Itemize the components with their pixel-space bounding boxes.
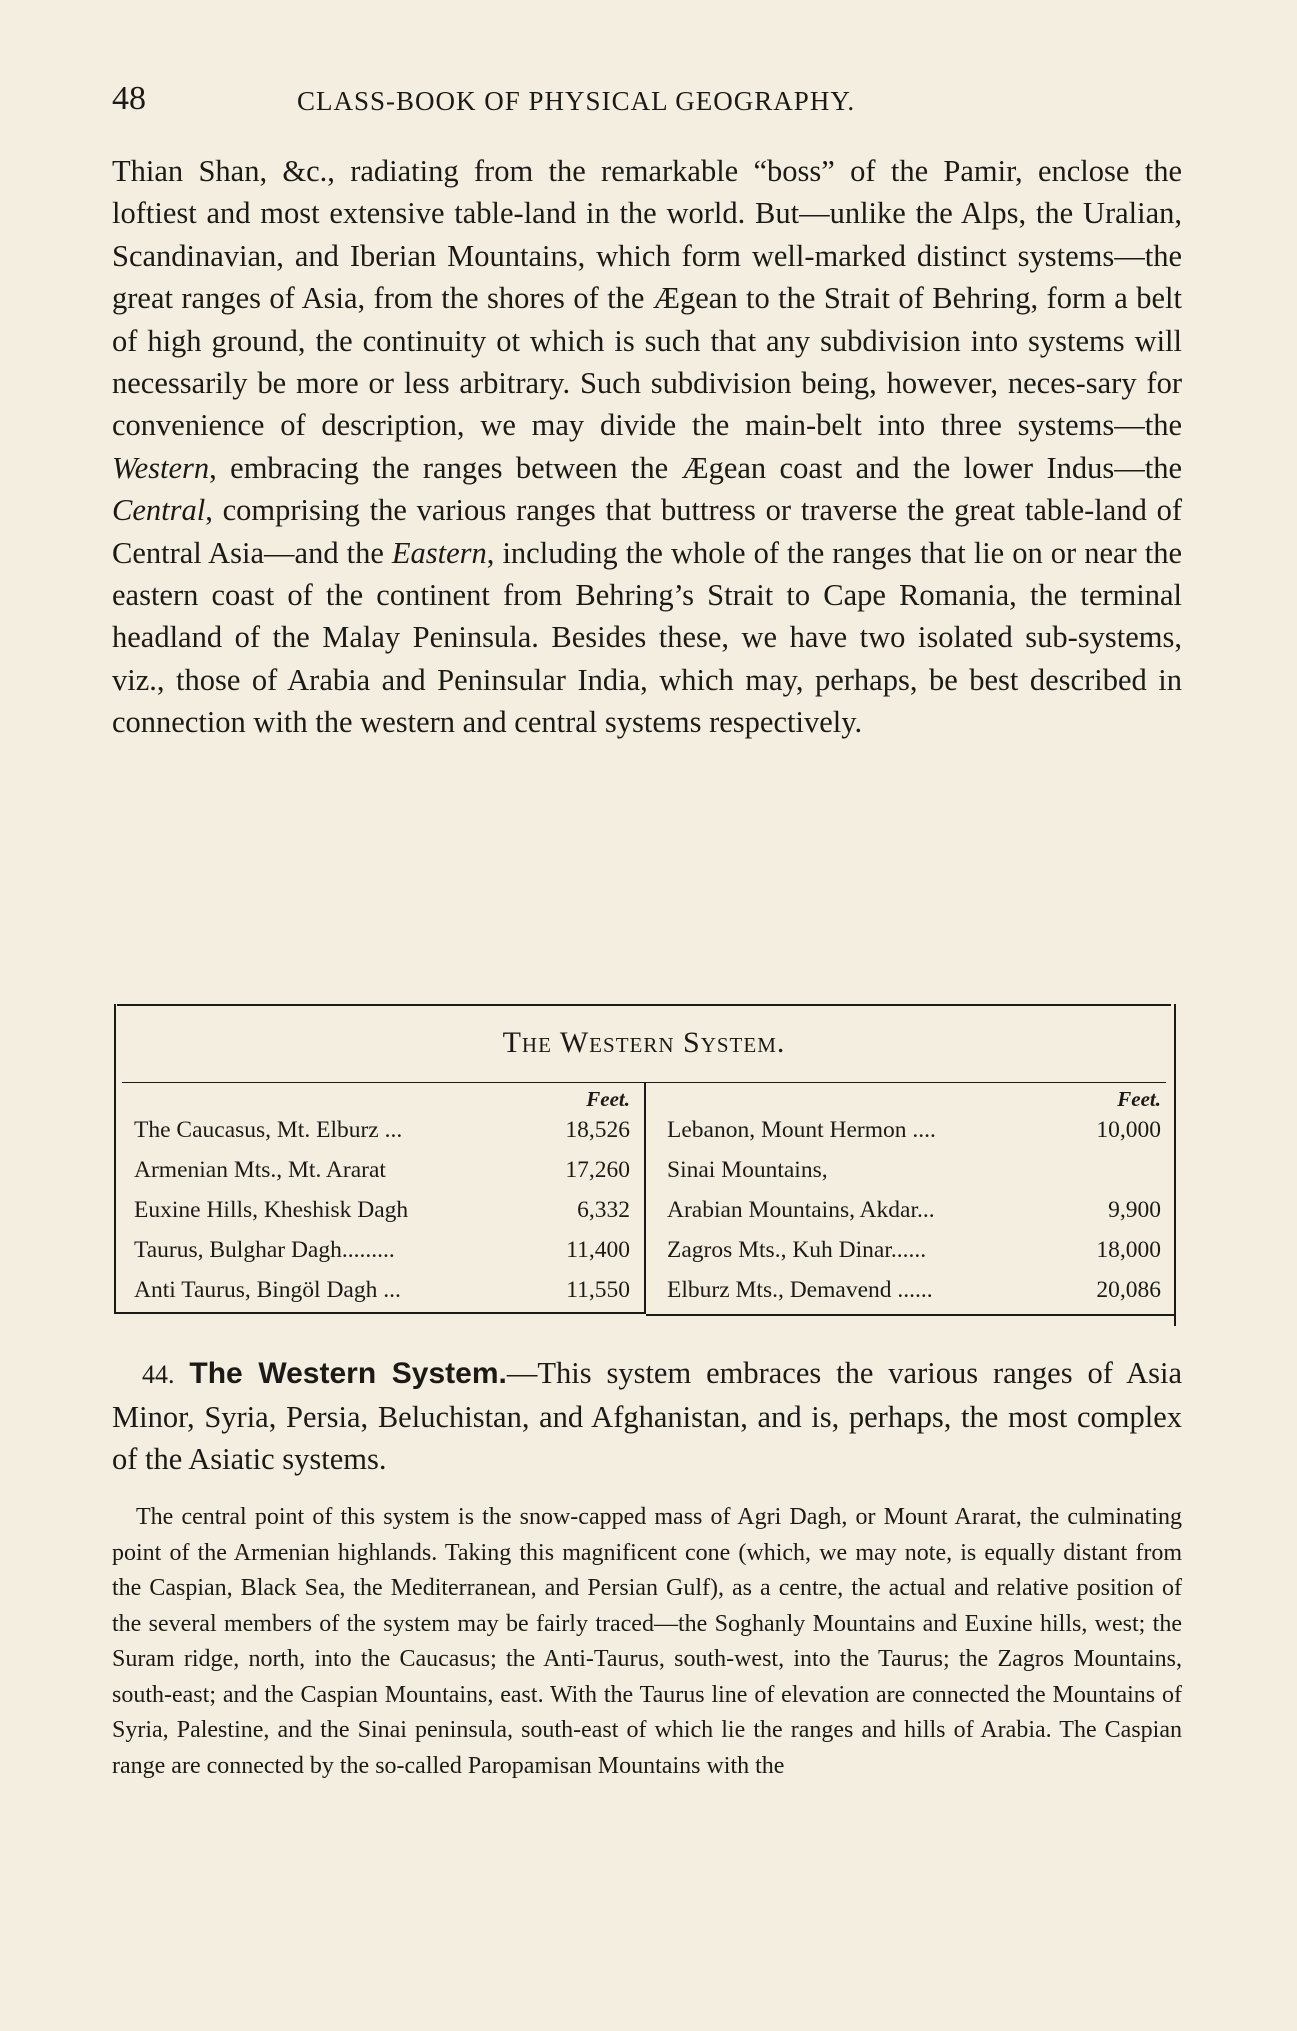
body-text-4: , including the whole of the ranges that lie on or near the eastern coast of the continent from Behring’s Strait to Cape Romania, the terminal headland of the Malay Peninsula. Besides these, we have two isolated sub-systems, viz., those of Arabia and Peninsular India, which may, perhaps, be best described in connection with the western and central systems respectively. — [112, 535, 1182, 740]
western-system-table — [112, 1004, 1176, 1326]
section-text: —This system embraces the various ranges of Asia Minor, Syria, Persia, Beluchistan, and Afghanistan, and is, perhaps, the most complex of the Asiatic systems. — [112, 1356, 1182, 1476]
table-row — [134, 1150, 630, 1190]
section-number: 44. — [142, 1360, 175, 1389]
height-value: 18,000 — [1096, 1237, 1161, 1263]
right-unit-header: Feet. — [1117, 1087, 1161, 1111]
table-row — [667, 1230, 1161, 1270]
body-text-3: , comprising the various ranges that buttress or traverse the great table-land of Central Asia—and the — [112, 493, 1182, 570]
table-title-text: The Western System. — [502, 1026, 786, 1059]
small-print-text: The central point of this system is the snow-capped mass of Agri Dagh, or Mount Ararat, the culminating point of the Armenian highlands. Taking this magnificent cone (which, we may note, is equally distant from the Caspian, Black Sea, the Mediterranean, and Persian Gulf), as a centre, the actual and relative position of the several members of the system may be fairly traced—the Soghanly Mountains and Euxine hills, west; the Suram ridge, north, into the Caucasus; the Anti-Taurus, south-west, into the Taurus; the Zagros Mountains, south-east; and the Caspian Mountains, east. With the Taurus line of elevation are connected the Mountains of Syria, Palestine, and the Sinai peninsula, south-east of which lie the ranges and hills of Arabia. The Caspian range are connected by the so-called Paropamisan Mountains with the — [112, 1504, 1182, 1779]
mountain-name: Anti Taurus, Bingöl Dagh ... — [134, 1277, 401, 1303]
mountain-name: The Caucasus, Mt. Elburz ... — [134, 1117, 403, 1143]
mountain-name: Elburz Mts., Demavend ...... — [667, 1277, 933, 1303]
height-value: 11,400 — [566, 1237, 630, 1263]
table-row — [134, 1190, 630, 1230]
table-right-column — [667, 1088, 1161, 1310]
body-emphasis-central: Central — [112, 493, 206, 528]
height-value: 17,260 — [565, 1157, 630, 1183]
table-row — [667, 1110, 1161, 1150]
body-emphasis-eastern: Eastern — [391, 535, 487, 570]
table-row — [667, 1270, 1161, 1310]
table-rule-bottom-left — [116, 1312, 646, 1314]
mountain-name: Taurus, Bulghar Dagh......... — [134, 1237, 395, 1263]
height-value: 18,526 — [565, 1117, 630, 1143]
page-header — [112, 80, 1182, 130]
height-value: 11,550 — [566, 1277, 630, 1303]
section-44 — [112, 1352, 1182, 1480]
page-number: 48 — [112, 80, 146, 117]
mountain-name: Zagros Mts., Kuh Dinar...... — [667, 1237, 927, 1263]
mountain-name: Lebanon, Mount Hermon .... — [667, 1117, 936, 1143]
table-row — [667, 1150, 1161, 1190]
height-value: 6,332 — [577, 1197, 630, 1223]
height-value — [1155, 1150, 1161, 1190]
table-row — [134, 1110, 630, 1150]
running-title: CLASS-BOOK OF PHYSICAL GEOGRAPHY. — [297, 86, 856, 116]
mountain-name: Euxine Hills, Kheshisk Dagh — [134, 1197, 409, 1223]
body-text-1: Thian Shan, &c., radiating from the remarkable “boss” of the Pamir, enclose the loftiest and most extensive table-land in the world. But—unlike the Alps, the Uralian, Scandinavian, and Iberian Mountains, which form well-marked distinct systems—the great ranges of Asia, from the shores of the Ægean to the Strait of Behring, form a belt of high ground, the continuity ot which is such that any subdivision into systems will necessarily be more or less arbitrary. Such subdivision being, however, neces-sary for convenience of description, we may divide the main-belt into three systems—the — [112, 154, 1182, 443]
body-emphasis-western: Western — [112, 450, 210, 485]
table-rule-bottom-right — [646, 1314, 1176, 1316]
left-unit-header: Feet. — [586, 1087, 630, 1111]
mountain-name: Armenian Mts., Mt. Ararat — [134, 1157, 386, 1183]
body-paragraph — [112, 150, 1182, 744]
body-text-2: , embracing the ranges between the Ægean coast and the lower Indus—the — [209, 450, 1182, 485]
section-heading: The Western System. — [189, 1357, 507, 1390]
height-value: 20,086 — [1096, 1277, 1161, 1303]
table-left-column — [134, 1088, 630, 1310]
mountain-name: Arabian Mountains, Akdar... — [667, 1197, 935, 1223]
table-row — [134, 1270, 630, 1310]
small-print-paragraph — [112, 1500, 1182, 1784]
table-row — [667, 1190, 1161, 1230]
table-rule-top — [117, 1004, 1171, 1006]
table-rule-middle — [644, 1082, 646, 1314]
height-value: 10,000 — [1096, 1117, 1161, 1143]
height-value: 9,900 — [1108, 1197, 1161, 1223]
mountain-name: Sinai Mountains, — [667, 1157, 828, 1183]
table-title — [112, 1026, 1176, 1060]
table-row — [134, 1230, 630, 1270]
